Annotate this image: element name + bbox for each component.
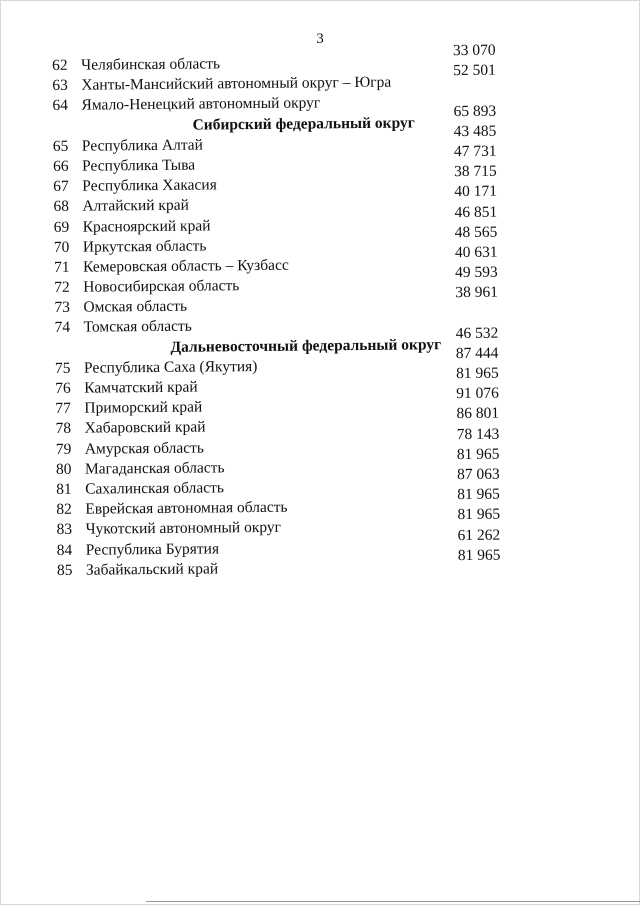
region-name: Иркутская область — [82, 237, 207, 256]
region-name: Магаданская область — [84, 459, 225, 478]
scan-edge-divider — [146, 901, 640, 902]
region-name: Республика Бурятия — [85, 539, 220, 559]
region-name: Алтайский край — [82, 196, 189, 215]
page-number: 3 — [316, 31, 324, 47]
row-number: 75 — [54, 359, 71, 377]
region-name: Хабаровский край — [84, 418, 206, 438]
region-value: 40 631 — [454, 243, 498, 261]
row-number: 80 — [55, 460, 72, 478]
region-name: Челябинская область — [81, 55, 221, 74]
row-number: 64 — [52, 97, 69, 115]
region-value: 47 731 — [453, 142, 497, 161]
region-value: 52 501 — [453, 61, 496, 80]
row-number: 78 — [55, 420, 72, 438]
row-number: 77 — [55, 399, 71, 418]
region-value: 65 893 — [453, 102, 497, 120]
row-number: 82 — [56, 500, 72, 519]
row-number: 70 — [53, 238, 70, 256]
section-heading-siberian: Сибирский федеральный округ — [192, 114, 415, 134]
region-name: Еврейская автономная область — [85, 498, 288, 518]
region-value: 49 593 — [455, 263, 498, 282]
region-value: 48 565 — [454, 223, 498, 241]
region-value: 61 262 — [457, 526, 501, 544]
row-number: 83 — [56, 521, 73, 539]
region-value: 91 076 — [456, 384, 499, 403]
section-heading-fareast: Дальневосточный федеральный округ — [170, 335, 442, 356]
region-value: 81 965 — [457, 505, 501, 524]
region-value: 86 801 — [456, 405, 500, 423]
region-name: Камчатский край — [84, 378, 198, 397]
region-name: Томская область — [83, 318, 192, 337]
region-name: Красноярский край — [82, 216, 211, 236]
row-number: 69 — [53, 218, 70, 236]
region-value: 81 965 — [457, 485, 500, 504]
region-name: Чукотский автономный округ — [85, 519, 282, 538]
row-number: 72 — [54, 278, 70, 297]
region-name: Омская область — [83, 297, 188, 316]
region-value: 78 143 — [456, 425, 500, 443]
row-number: 79 — [55, 440, 72, 458]
region-value: 46 851 — [454, 203, 498, 221]
row-number: 85 — [56, 561, 73, 579]
row-number: 62 — [52, 56, 68, 74]
row-number: 68 — [53, 198, 70, 216]
row-number: 74 — [54, 319, 71, 337]
region-value: 46 532 — [455, 324, 499, 342]
row-number: 71 — [53, 258, 70, 276]
region-name: Новосибирская область — [83, 277, 240, 296]
region-name: Ямало-Ненецкий автономный округ — [81, 94, 321, 115]
region-name: Амурская область — [84, 439, 205, 458]
region-value: 81 965 — [457, 546, 501, 564]
row-number: 73 — [54, 299, 70, 317]
region-name: Сахалинская область — [85, 479, 224, 498]
row-number: 66 — [52, 157, 69, 175]
region-name: Республика Алтай — [81, 136, 204, 155]
row-number: 76 — [55, 379, 71, 397]
row-number: 67 — [53, 177, 69, 196]
region-value: 81 965 — [455, 364, 499, 383]
region-value: 40 171 — [454, 183, 498, 201]
region-value: 87 444 — [455, 344, 499, 362]
region-name: Забайкальский край — [85, 560, 219, 579]
region-name: Республика Тыва — [81, 156, 196, 175]
region-name: Республика Саха (Якутия) — [83, 357, 258, 377]
row-number: 81 — [56, 480, 72, 498]
region-name: Ханты-Мансийский автономный округ – Югра — [81, 73, 392, 94]
region-value: 87 063 — [456, 465, 500, 484]
region-table — [48, 41, 523, 580]
region-name: Приморский край — [84, 398, 203, 417]
region-value: 43 485 — [453, 122, 497, 140]
region-value: 33 070 — [452, 41, 496, 60]
row-number: 63 — [52, 76, 68, 95]
region-name: Кемеровская область – Кузбасс — [82, 256, 289, 276]
row-number: 84 — [56, 541, 73, 559]
region-value: 38 715 — [454, 162, 497, 181]
region-name: Республика Хакасия — [82, 176, 217, 195]
region-value: 38 961 — [455, 283, 498, 302]
region-value: 81 965 — [456, 445, 500, 463]
row-number: 65 — [52, 137, 69, 155]
